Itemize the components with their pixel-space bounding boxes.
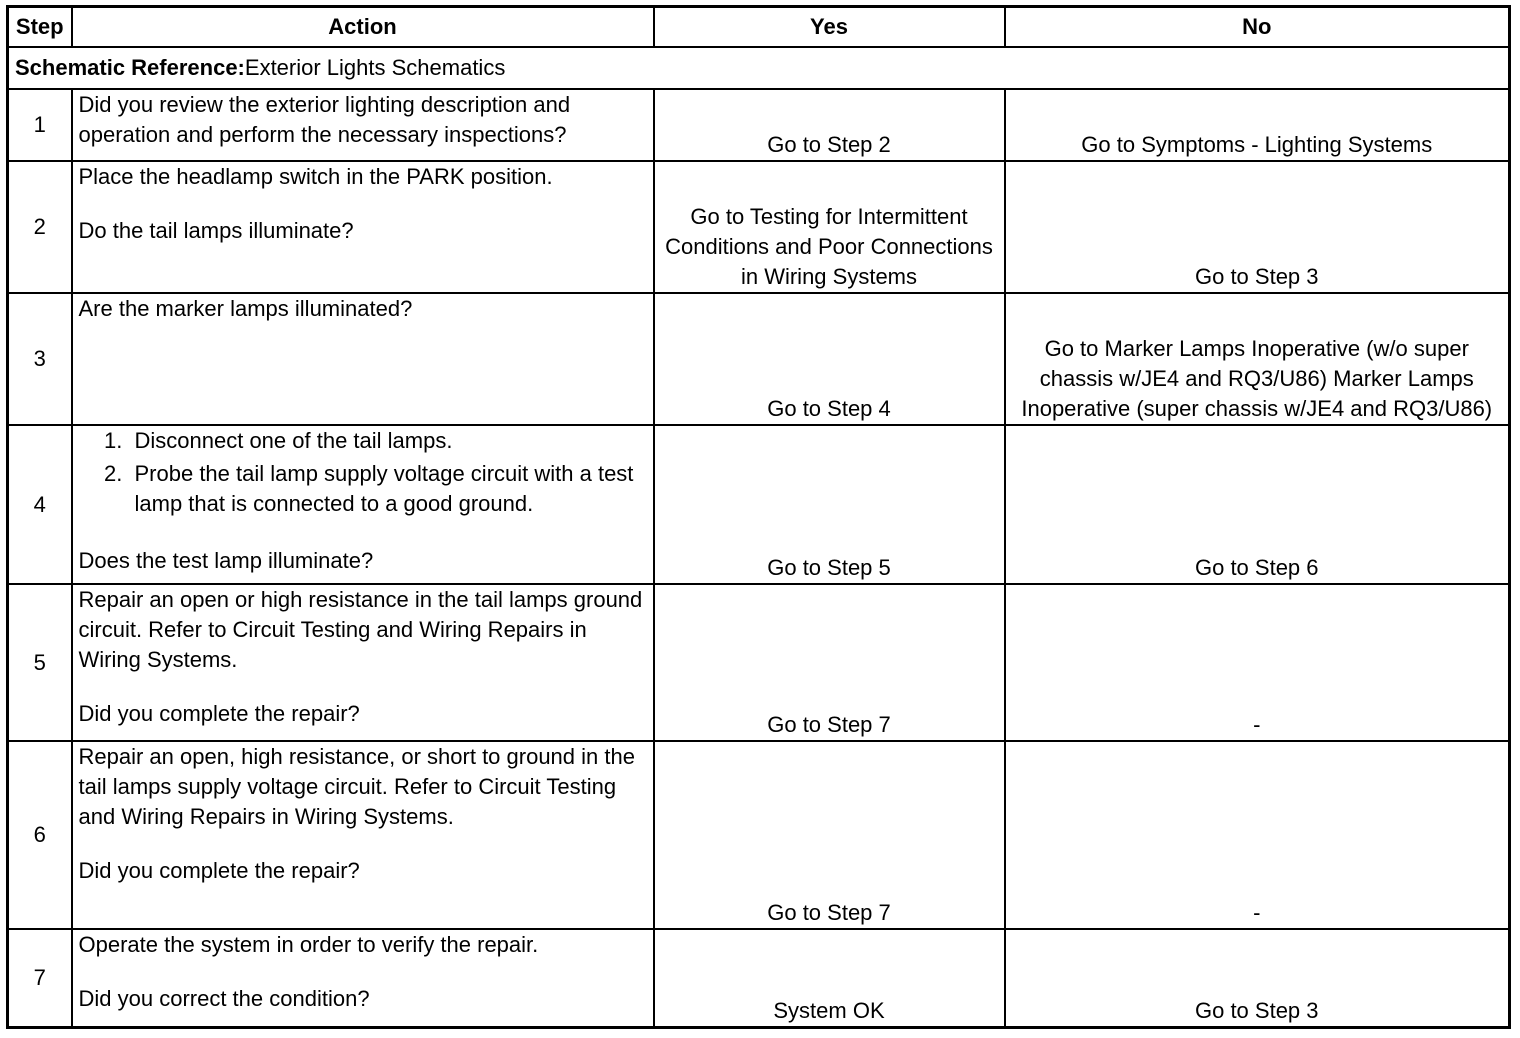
- action-text: Place the headlamp switch in the PARK position.: [78, 164, 553, 189]
- schematic-reference: [8, 47, 1510, 89]
- yes-link[interactable]: Go to Step 4: [654, 293, 1005, 425]
- step-number: 6: [8, 741, 72, 929]
- action-cell: [72, 425, 654, 584]
- action-steps-list: [79, 426, 647, 519]
- reference-label: Schematic Reference:: [15, 55, 245, 80]
- yes-link[interactable]: Go to Step 7: [654, 584, 1005, 741]
- action-cell: [72, 293, 654, 425]
- step-number: 3: [8, 293, 72, 425]
- table-row: [8, 741, 1510, 929]
- reference-row: [8, 47, 1510, 89]
- action-question: Did you complete the repair?: [78, 701, 360, 726]
- yes-link[interactable]: Go to Step 7: [654, 741, 1005, 929]
- yes-link[interactable]: Go to Testing for Intermittent Conditions and Poor Connections in Wiring Systems: [654, 161, 1005, 293]
- action-text: Repair an open or high resistance in the tail lamps ground circuit. Refer to Circuit Testing and Wiring Repairs in Wiring Systems.: [78, 587, 643, 672]
- header-no: No: [1005, 7, 1510, 48]
- header-yes: Yes: [654, 7, 1005, 48]
- action-text: Operate the system in order to verify the repair.: [78, 932, 539, 957]
- yes-value: System OK: [654, 929, 1005, 1027]
- no-value: -: [1005, 741, 1510, 929]
- action-text: Did you review the exterior lighting description and operation and perform the necessary inspections?: [78, 92, 571, 147]
- table-row: [8, 161, 1510, 293]
- action-text: Are the marker lamps illuminated?: [78, 296, 413, 321]
- list-item: 2. Probe the tail lamp supply voltage circuit with a test lamp that is connected to a good ground.: [129, 459, 647, 519]
- header-row: [8, 7, 1510, 48]
- table-row: [8, 293, 1510, 425]
- step-number: 1: [8, 89, 72, 161]
- yes-link[interactable]: Go to Step 2: [654, 89, 1005, 161]
- no-link[interactable]: Go to Symptoms - Lighting Systems: [1005, 89, 1510, 161]
- action-question: Do the tail lamps illuminate?: [78, 218, 354, 243]
- action-cell: [72, 584, 654, 741]
- no-link[interactable]: Go to Step 6: [1005, 425, 1510, 584]
- action-cell: [72, 929, 654, 1027]
- table-row: [8, 89, 1510, 161]
- table-row: [8, 425, 1510, 584]
- action-cell: [72, 161, 654, 293]
- action-cell: [72, 741, 654, 929]
- step-number: 5: [8, 584, 72, 741]
- action-question: Does the test lamp illuminate?: [78, 548, 374, 573]
- no-value: -: [1005, 584, 1510, 741]
- no-link[interactable]: Go to Step 3: [1005, 161, 1510, 293]
- no-link[interactable]: Go to Step 3: [1005, 929, 1510, 1027]
- step-number: 2: [8, 161, 72, 293]
- list-item: 1. Disconnect one of the tail lamps.: [129, 426, 647, 456]
- diagnostic-table: [6, 5, 1511, 1029]
- table-row: [8, 584, 1510, 741]
- action-cell: [72, 89, 654, 161]
- step-number: 4: [8, 425, 72, 584]
- no-link[interactable]: Go to Marker Lamps Inoperative (w/o super chassis w/JE4 and RQ3/U86) Marker Lamps Inoperative (super chassis w/JE4 and RQ3/U86): [1005, 293, 1510, 425]
- reference-link[interactable]: Exterior Lights Schematics: [244, 55, 506, 80]
- step-number: 7: [8, 929, 72, 1027]
- action-question: Did you complete the repair?: [78, 858, 360, 883]
- action-text: Repair an open, high resistance, or short to ground in the tail lamps supply voltage circuit. Refer to Circuit Testing and Wiring Repairs in Wiring Systems.: [78, 744, 635, 829]
- yes-link[interactable]: Go to Step 5: [654, 425, 1005, 584]
- action-question: Did you correct the condition?: [78, 986, 370, 1011]
- table-row: [8, 929, 1510, 1027]
- header-action: Action: [72, 7, 654, 48]
- header-step: Step: [8, 7, 72, 48]
